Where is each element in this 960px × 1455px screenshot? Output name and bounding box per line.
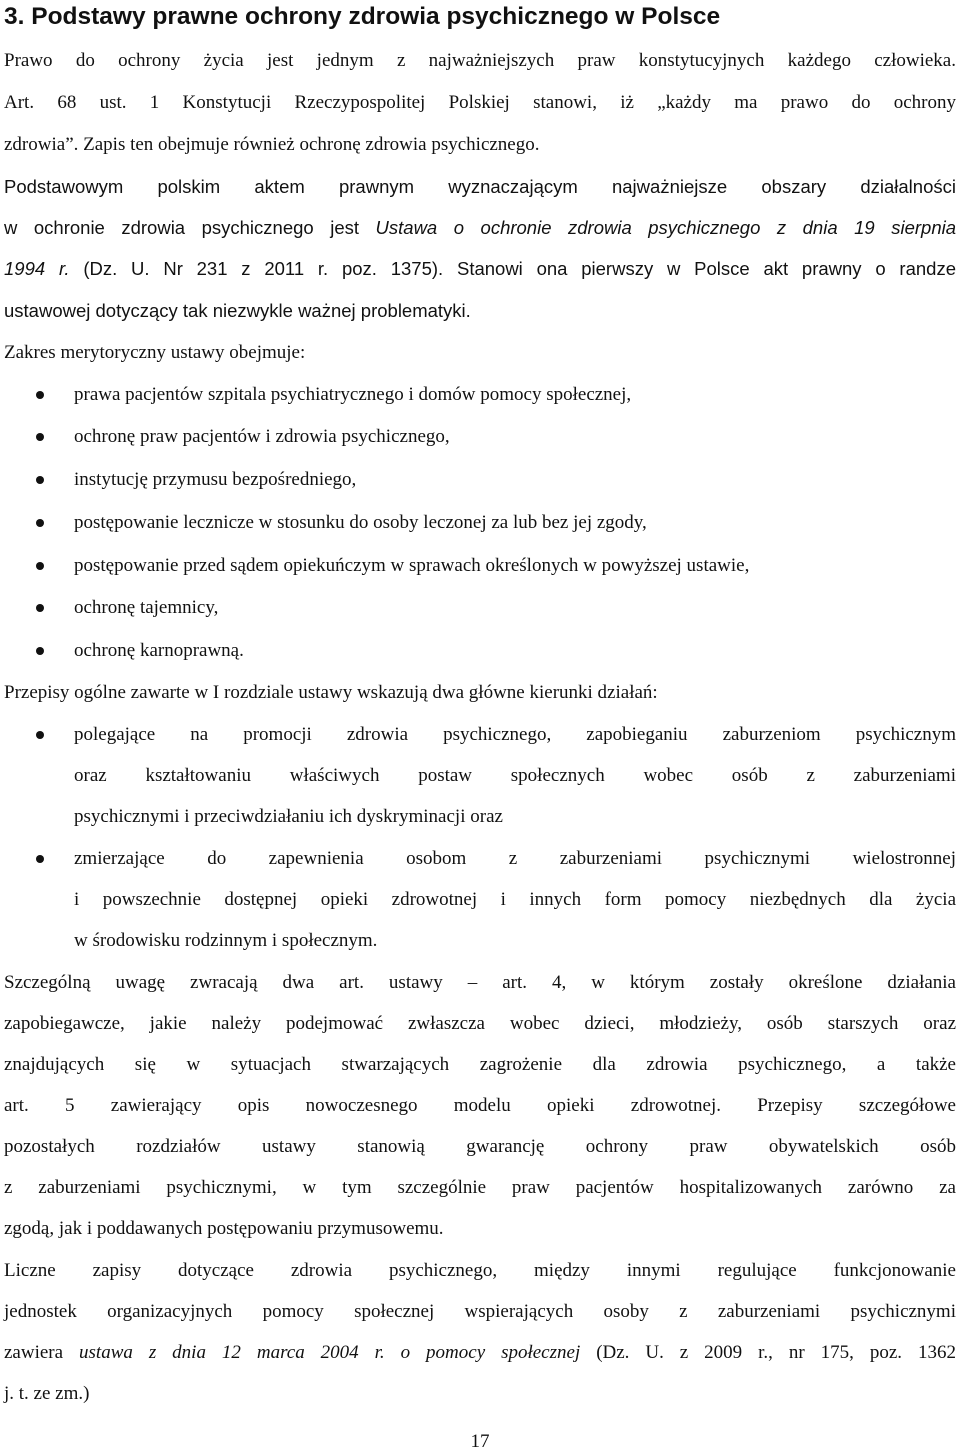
- list-item-line: zmierzające do zapewnienia osobom z zaburzeniami psychicznymi wielostronnej: [74, 848, 956, 869]
- bullet-icon: [36, 562, 44, 570]
- bullet-icon: [36, 433, 44, 441]
- paragraph-line: [4, 258, 956, 280]
- list-item: instytucję przymusu bezpośredniego,: [74, 469, 357, 490]
- section-heading: 3. Podstawy prawne ochrony zdrowia psychicznego w Polsce: [4, 3, 721, 30]
- list-item: ochronę tajemnicy,: [74, 597, 219, 618]
- list-item-line: psychicznymi i przeciwdziałaniu ich dyskryminacji oraz: [74, 806, 503, 827]
- act-title-italic: Ustawa o ochronie zdrowia psychicznego z dnia 19 sierpnia: [375, 217, 957, 238]
- paragraph-line: Prawo do ochrony życia jest jednym z najważniejszych praw konstytucyjnych każdego człowieka.: [4, 50, 956, 71]
- paragraph-line: zgodą, jak i poddawanych postępowaniu przymusowemu.: [4, 1218, 444, 1239]
- paragraph-line: [4, 217, 956, 239]
- list-item: ochronę karnoprawną.: [74, 640, 244, 661]
- text-run: Stanowi ona pierwszy w Polsce akt prawny o randze: [443, 258, 956, 279]
- list-item-line: polegające na promocji zdrowia psychicznego, zapobieganiu zaburzeniom psychicznym: [74, 724, 956, 745]
- paragraph-line: zdrowia”. Zapis ten obejmuje również ochronę zdrowia psychicznego.: [4, 134, 540, 155]
- bullet-icon: [36, 647, 44, 655]
- list-intro: Zakres merytoryczny ustawy obejmuje:: [4, 342, 306, 363]
- list-item: ochronę praw pacjentów i zdrowia psychicznego,: [74, 426, 450, 447]
- paragraph-line: znajdujących się w sytuacjach stwarzających zagrożenie dla zdrowia psychicznego, a także: [4, 1054, 956, 1075]
- act-date-italic: 1994 r.: [4, 258, 70, 279]
- bullet-icon: [36, 604, 44, 612]
- paragraph-line: art. 5 zawierający opis nowoczesnego modelu opieki zdrowotnej. Przepisy szczegółowe: [4, 1095, 956, 1116]
- paragraph-line: pozostałych rozdziałów ustawy stanowią gwarancję ochrony praw obywatelskich osób: [4, 1136, 956, 1157]
- paragraph-line: Liczne zapisy dotyczące zdrowia psychicznego, między innymi regulujące funkcjonowanie: [4, 1260, 956, 1281]
- paragraph-line: Szczególną uwagę zwracają dwa art. ustawy – art. 4, w którym zostały określone działania: [4, 972, 956, 993]
- text-run: (Dz. U. z 2009 r., nr 175, poz. 1362: [580, 1342, 956, 1363]
- text-run: zawiera: [4, 1342, 80, 1363]
- list-item: postępowanie lecznicze w stosunku do osoby leczonej za lub bez jej zgody,: [74, 512, 647, 533]
- list-item-line: oraz kształtowaniu właściwych postaw społecznych wobec osób z zaburzeniami: [74, 765, 956, 786]
- paragraph-line: [4, 1342, 956, 1364]
- paragraph-line: Art. 68 ust. 1 Konstytucji Rzeczypospolitej Polskiej stanowi, iż „każdy ma prawo do ochrony: [4, 92, 956, 113]
- paragraph-line: zapobiegawcze, jakie należy podejmować zwłaszcza wobec dzieci, młodzieży, osób starszych oraz: [4, 1013, 956, 1034]
- list-intro: Przepisy ogólne zawarte w I rozdziale ustawy wskazują dwa główne kierunki działań:: [4, 682, 658, 703]
- text-run: (Dz. U. Nr 231 z 2011 r. poz. 1375).: [69, 258, 444, 279]
- list-item-line: w środowisku rodzinnym i społecznym.: [74, 930, 378, 951]
- page-number: 17: [470, 1431, 490, 1452]
- bullet-icon: [36, 855, 44, 863]
- paragraph-line: ustawowej dotyczący tak niezwykle ważnej problematyki.: [4, 300, 471, 321]
- bullet-icon: [36, 476, 44, 484]
- paragraph-line: Podstawowym polskim aktem prawnym wyznaczającym najważniejsze obszary działalności: [4, 176, 956, 197]
- bullet-icon: [36, 731, 44, 739]
- list-item: prawa pacjentów szpitala psychiatrycznego i domów pomocy społecznej,: [74, 384, 632, 405]
- list-item: postępowanie przed sądem opiekuńczym w sprawach określonych w powyższej ustawie,: [74, 555, 750, 576]
- paragraph-line: z zaburzeniami psychicznymi, w tym szczególnie praw pacjentów hospitalizowanych zarówno za: [4, 1177, 956, 1198]
- paragraph-line: jednostek organizacyjnych pomocy społecznej wspierających osoby z zaburzeniami psychicznymi: [4, 1301, 956, 1322]
- paragraph-line: j. t. ze zm.): [4, 1383, 90, 1404]
- bullet-icon: [36, 391, 44, 399]
- list-item-line: i powszechnie dostępnej opieki zdrowotnej i innych form pomocy niezbędnych dla życia: [74, 889, 956, 910]
- bullet-icon: [36, 519, 44, 527]
- act-title-italic: ustawa z dnia 12 marca 2004 r. o pomocy społecznej: [79, 1342, 581, 1363]
- text-run: w ochronie zdrowia psychicznego jest: [4, 217, 376, 238]
